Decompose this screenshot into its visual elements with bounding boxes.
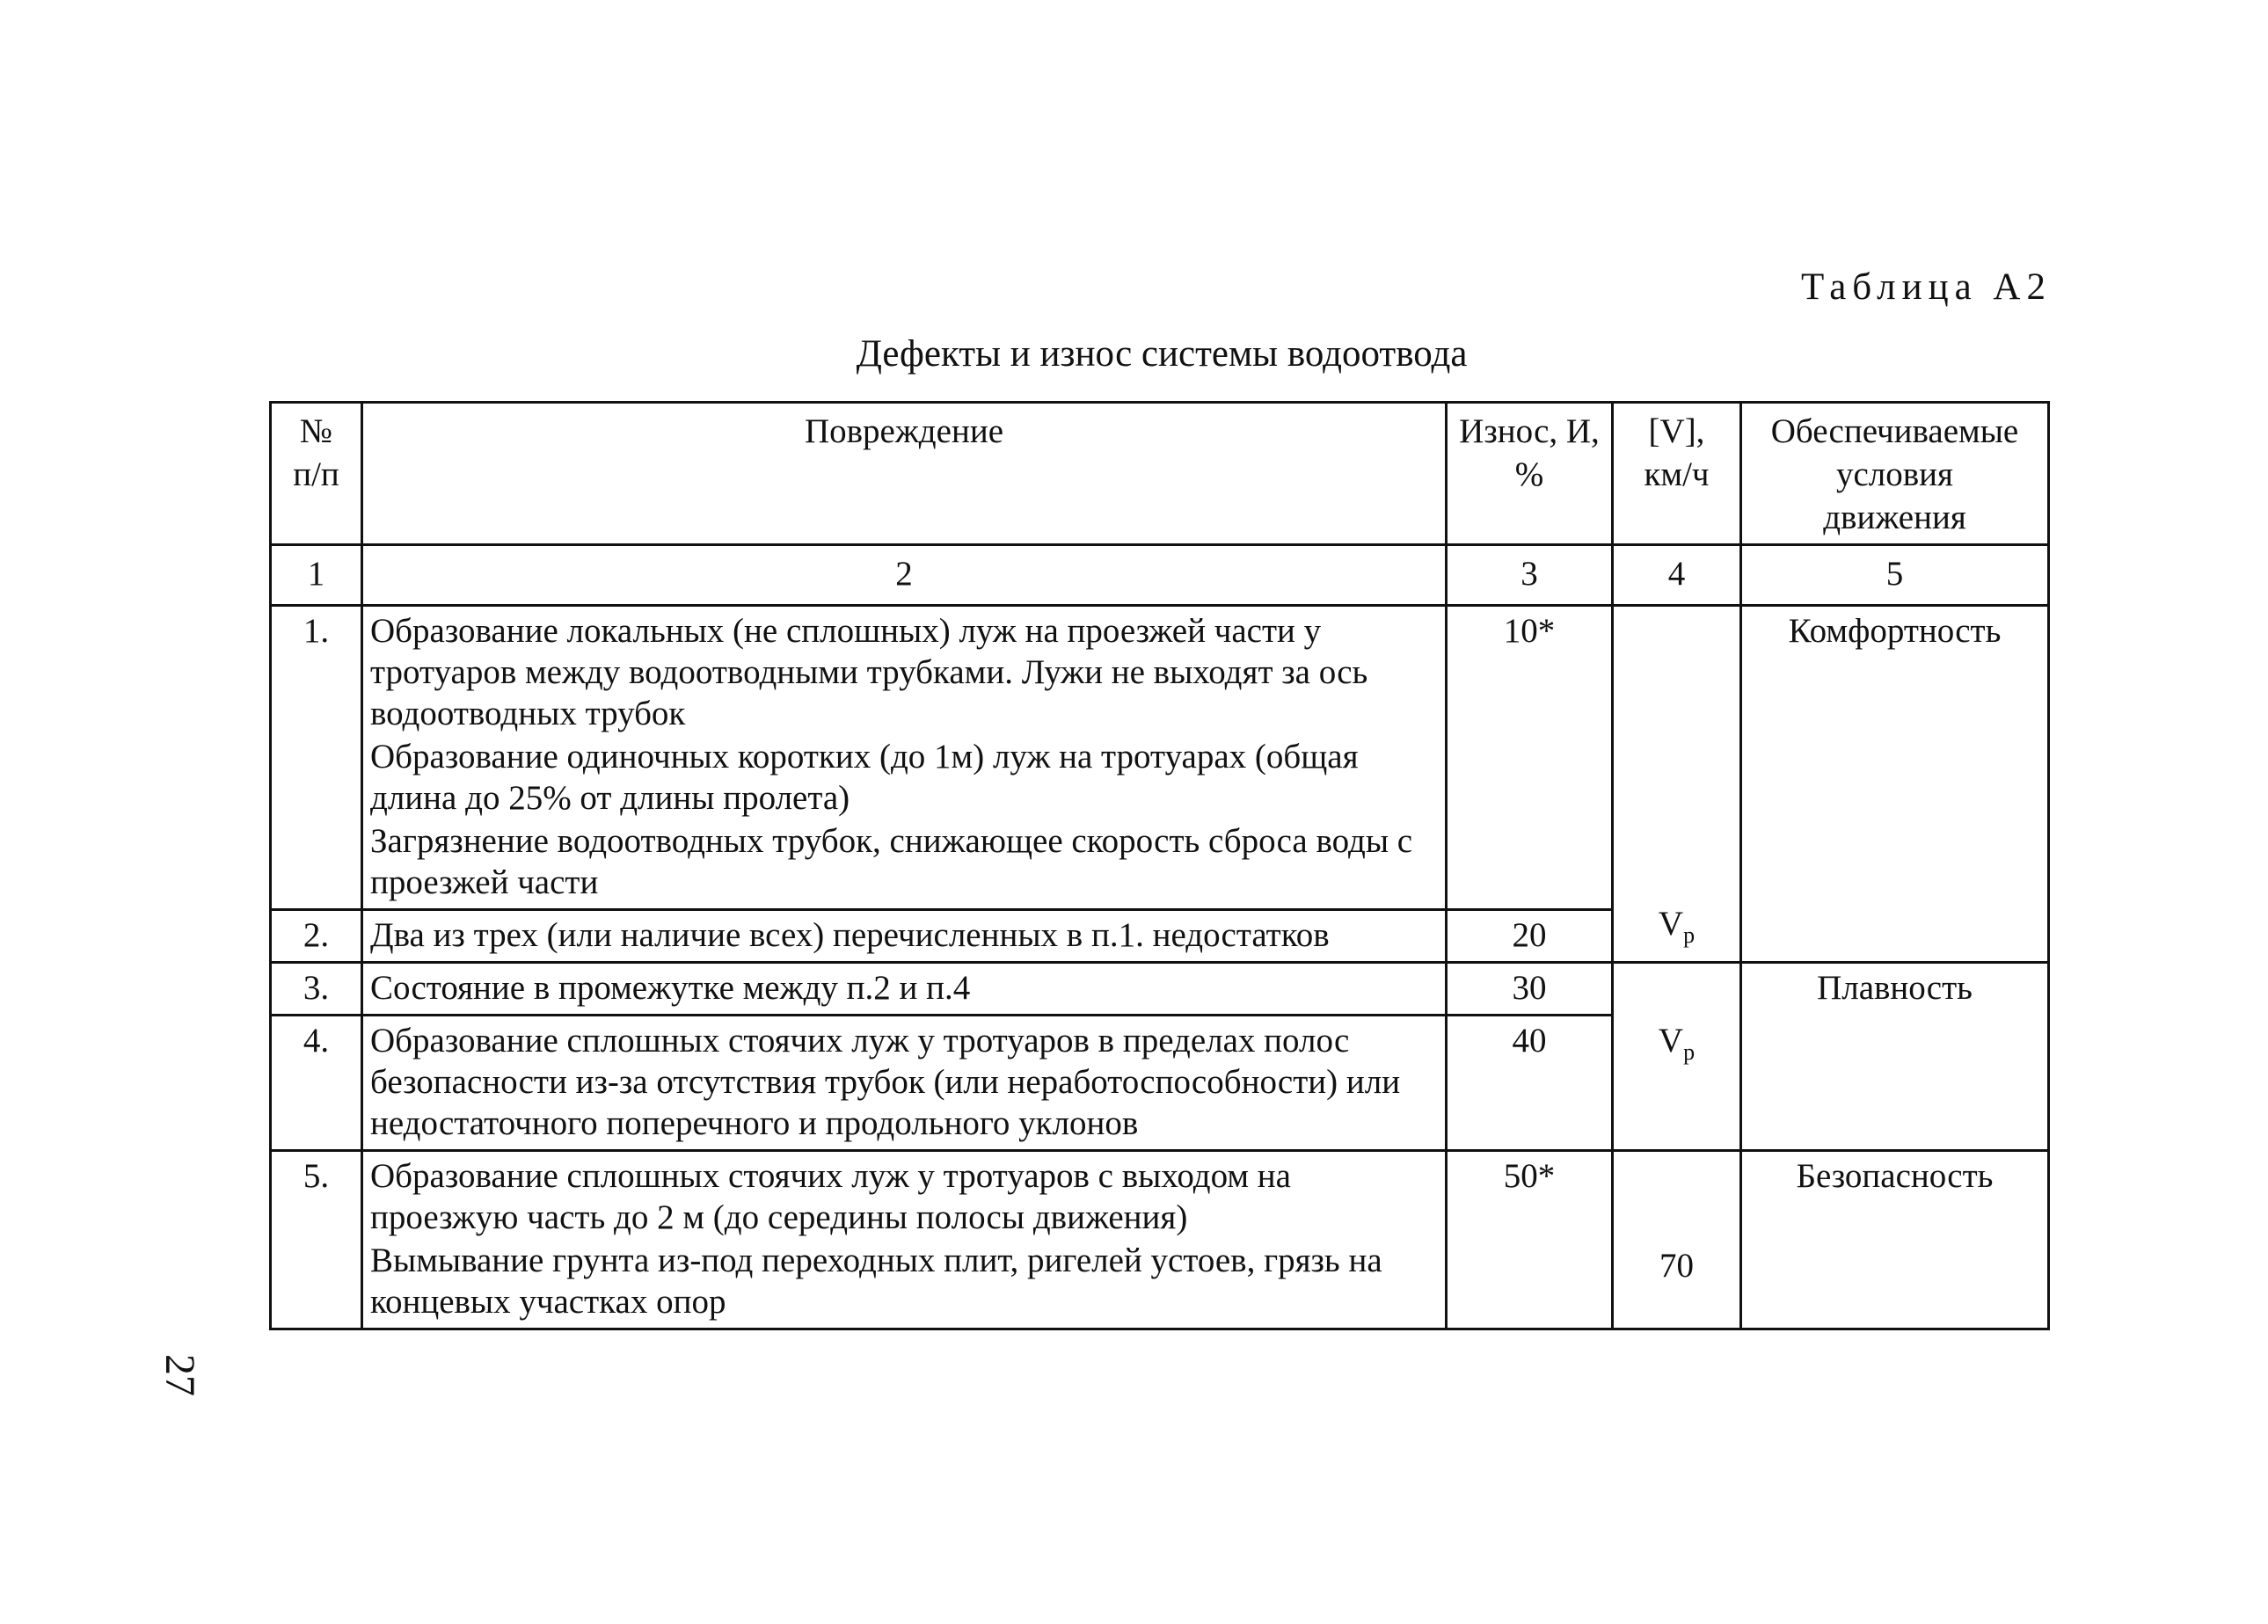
damage-description: Образование сплошных стоячих луж у тротуаров в пределах полос безопасности из-за отсутствия трубок (или неработоспособности) или недостаточного поперечного и продольного уклонов — [362, 1016, 1447, 1151]
defects-table — [269, 401, 2050, 1330]
speed-vp: $V_р$ — [1658, 1022, 1696, 1065]
table-caption: Дефекты и износ системы водоотвода — [856, 333, 1468, 375]
damage-text: Вымывание грунта из-под переходных плит, ригелей устоев, грязь на концевых участках опор — [370, 1242, 1382, 1321]
header-wear — [1447, 403, 1613, 545]
header-cond-line2: условия — [1836, 455, 1953, 493]
table-row — [271, 606, 2049, 910]
wear-value: 40 — [1447, 1016, 1613, 1151]
header-row — [271, 403, 2049, 545]
page-number: 27 — [157, 1354, 203, 1396]
header-cond-line3: движения — [1823, 499, 1966, 536]
column-number: 4 — [1613, 545, 1741, 606]
condition-value: Комфортность — [1741, 606, 2049, 963]
damage-text: Образование локальных (не сплошных) луж на проезжей части у тротуаров между водоотводными трубками. Лужи не выходят за ось водоотводных трубок — [370, 612, 1368, 732]
damage-description: Состояние в промежутке между п.2 и п.4 — [362, 963, 1447, 1016]
wear-value: 30 — [1447, 963, 1613, 1016]
damage-text: Загрязнение водоотводных трубок, снижающее скорость сброса воды с проезжей части — [370, 822, 1413, 901]
header-conditions — [1741, 403, 2049, 545]
damage-text: Образование сплошных стоячих луж у тротуаров с выходом на проезжую часть до 2 м (до середины полосы движения) — [370, 1157, 1291, 1236]
header-wear-line2: % — [1514, 455, 1544, 493]
header-no — [271, 403, 362, 545]
header-no-line1: № — [299, 412, 333, 450]
wear-value: 20 — [1447, 910, 1613, 963]
row-number: 2. — [271, 910, 362, 963]
speed-value — [1613, 606, 1741, 963]
column-number: 5 — [1741, 545, 2049, 606]
header-speed — [1613, 403, 1741, 545]
column-number: 3 — [1447, 545, 1613, 606]
column-number: 1 — [271, 545, 362, 606]
damage-description — [362, 1151, 1447, 1329]
row-number: 3. — [271, 963, 362, 1016]
wear-value: 10* — [1447, 606, 1613, 910]
damage-description — [362, 606, 1447, 910]
table-row — [271, 963, 2049, 1016]
header-cond-line1: Обеспечиваемые — [1770, 412, 2019, 450]
speed-value — [1613, 963, 1741, 1151]
column-number-row — [271, 545, 2049, 606]
condition-value: Плавность — [1741, 963, 2049, 1151]
table-row — [271, 1151, 2049, 1329]
header-damage: Повреждение — [362, 403, 1447, 545]
column-number: 2 — [362, 545, 1447, 606]
speed-value: 70 — [1613, 1151, 1741, 1329]
row-number: 4. — [271, 1016, 362, 1151]
table-label: Таблица А2 — [1801, 266, 2052, 308]
row-number: 5. — [271, 1151, 362, 1329]
header-wear-line1: Износ, И, — [1459, 412, 1600, 450]
damage-text: Образование одиночных коротких (до 1м) луж на тротуарах (общая длина до 25% от длины пролета) — [370, 738, 1359, 817]
damage-description: Два из трех (или наличие всех) перечисленных в п.1. недостатков — [362, 910, 1447, 963]
header-speed-line1: [V], — [1648, 412, 1705, 450]
header-speed-line2: км/ч — [1644, 455, 1710, 493]
wear-value: 50* — [1447, 1151, 1613, 1329]
row-number: 1. — [271, 606, 362, 910]
speed-vp: $V_р$ — [1658, 905, 1696, 948]
header-no-line2: п/п — [293, 455, 339, 493]
condition-value: Безопасность — [1741, 1151, 2049, 1329]
